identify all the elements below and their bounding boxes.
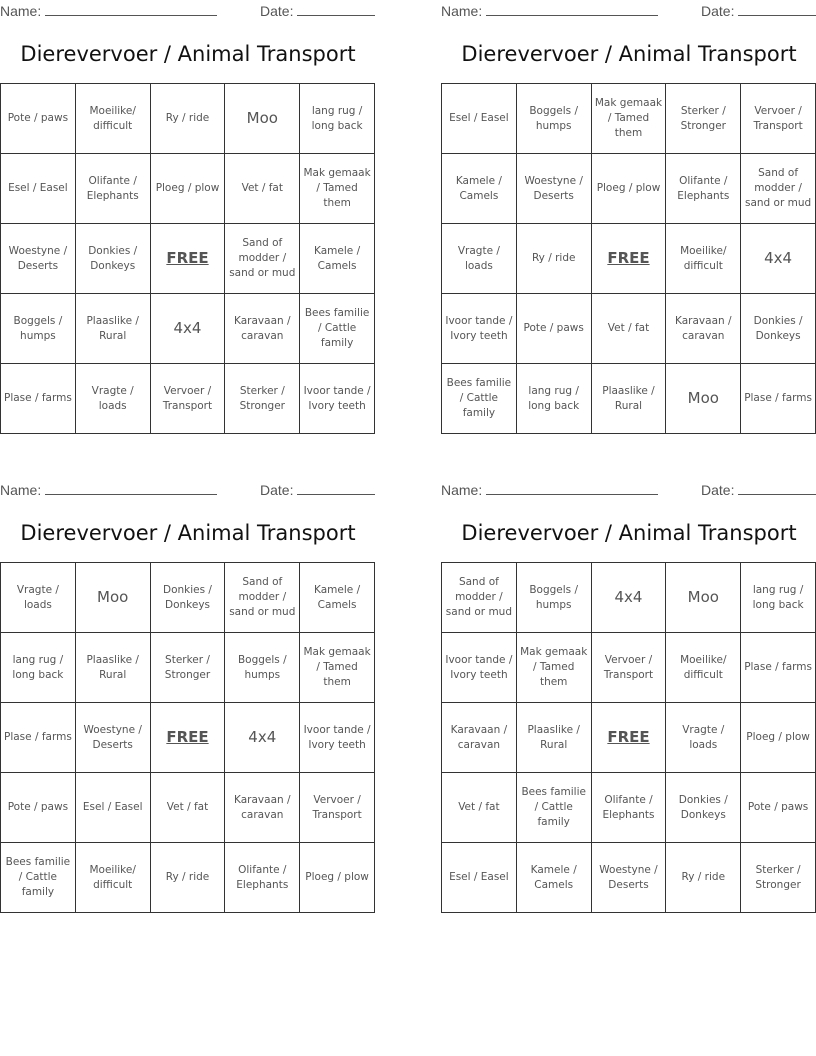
date-label: Date: [701, 3, 735, 19]
bingo-cell: Esel / Easel [1, 154, 76, 224]
bingo-cell: Vragte / loads [76, 364, 151, 434]
bingo-cell: Vervoer / Transport [300, 773, 375, 843]
bingo-cell: Plaaslike / Rural [592, 364, 667, 434]
bingo-cell: Ry / ride [151, 843, 226, 913]
bingo-cell: Donkies / Donkeys [151, 563, 226, 633]
bingo-cell: 4x4 [225, 703, 300, 773]
bingo-cell: Sand of modder / sand or mud [741, 154, 816, 224]
date-line [738, 3, 816, 16]
bingo-cell: lang rug / long back [517, 364, 592, 434]
name-field [0, 482, 217, 498]
bingo-cell: Esel / Easel [442, 84, 517, 154]
bingo-cell: Vervoer / Transport [592, 633, 667, 703]
bingo-grid [441, 83, 816, 434]
bingo-cell: Woestyne / Deserts [517, 154, 592, 224]
bingo-cell: 4x4 [151, 294, 226, 364]
bingo-cell: Olifante / Elephants [592, 773, 667, 843]
bingo-cell: Vet / fat [225, 154, 300, 224]
bingo-cell: Plase / farms [741, 633, 816, 703]
bingo-cell: Moo [666, 563, 741, 633]
bingo-cell: Plaaslike / Rural [517, 703, 592, 773]
date-line [297, 482, 375, 495]
bingo-cell: Sterker / Stronger [225, 364, 300, 434]
date-field [701, 482, 816, 498]
bingo-cell: Ry / ride [517, 224, 592, 294]
bingo-cell: Karavaan / caravan [225, 773, 300, 843]
bingo-cell: Vervoer / Transport [151, 364, 226, 434]
bingo-cell: Ivoor tande / Ivory teeth [300, 703, 375, 773]
name-label: Name: [0, 482, 42, 498]
bingo-cell: Plaaslike / Rural [76, 633, 151, 703]
bingo-cell: Vervoer / Transport [741, 84, 816, 154]
bingo-card [441, 479, 816, 891]
bingo-cell: Moeilike/ difficult [666, 633, 741, 703]
bingo-cell: Olifante / Elephants [666, 154, 741, 224]
bingo-cell: Plase / farms [1, 703, 76, 773]
bingo-cell: Mak gemaak / Tamed them [592, 84, 667, 154]
bingo-cell: Vragte / loads [1, 563, 76, 633]
bingo-cell: Kamele / Camels [517, 843, 592, 913]
free-cell: FREE [151, 703, 226, 773]
bingo-cell: Esel / Easel [76, 773, 151, 843]
free-cell: FREE [592, 703, 667, 773]
bingo-cell: Vragte / loads [666, 703, 741, 773]
bingo-cell: Karavaan / caravan [225, 294, 300, 364]
bingo-cell: Mak gemaak / Tamed them [517, 633, 592, 703]
bingo-cell: Vragte / loads [442, 224, 517, 294]
bingo-cell: Sterker / Stronger [741, 843, 816, 913]
bingo-grid [441, 562, 816, 913]
bingo-cell: Donkies / Donkeys [741, 294, 816, 364]
card-header [441, 0, 816, 22]
bingo-cell: Bees familie / Cattle family [1, 843, 76, 913]
bingo-cell: Ivoor tande / Ivory teeth [442, 633, 517, 703]
date-label: Date: [260, 482, 294, 498]
bingo-cell: Boggels / humps [517, 84, 592, 154]
free-cell: FREE [592, 224, 667, 294]
bingo-cell: Vet / fat [592, 294, 667, 364]
date-line [297, 3, 375, 16]
bingo-cell: Sand of modder / sand or mud [225, 224, 300, 294]
bingo-cell: Sterker / Stronger [666, 84, 741, 154]
card-header [441, 479, 816, 501]
name-label: Name: [0, 3, 42, 19]
bingo-cell: Boggels / humps [1, 294, 76, 364]
bingo-cell: Boggels / humps [517, 563, 592, 633]
bingo-cell: Pote / paws [1, 773, 76, 843]
bingo-cell: Ivoor tande / Ivory teeth [300, 364, 375, 434]
name-label: Name: [441, 482, 483, 498]
card-title: Dierevervoer / Animal Transport [20, 42, 356, 66]
bingo-cell: Vet / fat [442, 773, 517, 843]
bingo-cell: Moo [76, 563, 151, 633]
bingo-cell: Ploeg / plow [592, 154, 667, 224]
bingo-cell: Moeilike/ difficult [76, 84, 151, 154]
name-field [441, 3, 658, 19]
bingo-cell: Esel / Easel [442, 843, 517, 913]
name-field [441, 482, 658, 498]
name-line [45, 482, 217, 495]
date-field [260, 3, 375, 19]
bingo-cell: Ry / ride [666, 843, 741, 913]
bingo-cell: Woestyne / Deserts [76, 703, 151, 773]
bingo-cell: 4x4 [741, 224, 816, 294]
bingo-card [441, 0, 816, 419]
date-label: Date: [701, 482, 735, 498]
bingo-cell: Pote / paws [741, 773, 816, 843]
card-header [0, 479, 376, 501]
bingo-cell: Vet / fat [151, 773, 226, 843]
bingo-cell: Moeilike/ difficult [76, 843, 151, 913]
bingo-cell: Pote / paws [1, 84, 76, 154]
bingo-cell: Plaaslike / Rural [76, 294, 151, 364]
free-cell: FREE [151, 224, 226, 294]
bingo-cell: Woestyne / Deserts [1, 224, 76, 294]
bingo-cell: Kamele / Camels [442, 154, 517, 224]
name-label: Name: [441, 3, 483, 19]
bingo-cell: Ploeg / plow [300, 843, 375, 913]
bingo-cell: Moo [225, 84, 300, 154]
bingo-cell: Mak gemaak / Tamed them [300, 154, 375, 224]
bingo-cell: Ivoor tande / Ivory teeth [442, 294, 517, 364]
bingo-cell: Plase / farms [1, 364, 76, 434]
bingo-cell: Sand of modder / sand or mud [442, 563, 517, 633]
bingo-cell: Donkies / Donkeys [76, 224, 151, 294]
bingo-cell: Sterker / Stronger [151, 633, 226, 703]
bingo-cell: Karavaan / caravan [442, 703, 517, 773]
bingo-cell: Donkies / Donkeys [666, 773, 741, 843]
bingo-cell: Woestyne / Deserts [592, 843, 667, 913]
bingo-cell: Plase / farms [741, 364, 816, 434]
bingo-grid [0, 562, 375, 913]
bingo-cell: Bees familie / Cattle family [517, 773, 592, 843]
card-title: Dierevervoer / Animal Transport [461, 42, 797, 66]
bingo-card [0, 479, 376, 898]
bingo-cell: Olifante / Elephants [76, 154, 151, 224]
name-line [45, 3, 217, 16]
name-line [486, 3, 658, 16]
bingo-cell: Ry / ride [151, 84, 226, 154]
bingo-cell: Pote / paws [517, 294, 592, 364]
date-field [260, 482, 375, 498]
bingo-cell: 4x4 [592, 563, 667, 633]
bingo-cell: Karavaan / caravan [666, 294, 741, 364]
bingo-cell: Kamele / Camels [300, 224, 375, 294]
bingo-grid [0, 83, 375, 434]
card-title: Dierevervoer / Animal Transport [461, 521, 797, 545]
bingo-cell: Ploeg / plow [741, 703, 816, 773]
name-line [486, 482, 658, 495]
bingo-cell: Sand of modder / sand or mud [225, 563, 300, 633]
bingo-cell: Bees familie / Cattle family [442, 364, 517, 434]
bingo-cell: Moeilike/ difficult [666, 224, 741, 294]
bingo-cell: Boggels / humps [225, 633, 300, 703]
bingo-card [0, 0, 376, 412]
bingo-cell: Olifante / Elephants [225, 843, 300, 913]
bingo-cell: lang rug / long back [300, 84, 375, 154]
date-field [701, 3, 816, 19]
bingo-cell: Bees familie / Cattle family [300, 294, 375, 364]
bingo-cell: Ploeg / plow [151, 154, 226, 224]
bingo-cell: Kamele / Camels [300, 563, 375, 633]
date-line [738, 482, 816, 495]
card-header [0, 0, 376, 22]
bingo-cell: Mak gemaak / Tamed them [300, 633, 375, 703]
bingo-cell: lang rug / long back [1, 633, 76, 703]
card-title: Dierevervoer / Animal Transport [20, 521, 356, 545]
date-label: Date: [260, 3, 294, 19]
bingo-cell: Moo [666, 364, 741, 434]
name-field [0, 3, 217, 19]
bingo-cell: lang rug / long back [741, 563, 816, 633]
